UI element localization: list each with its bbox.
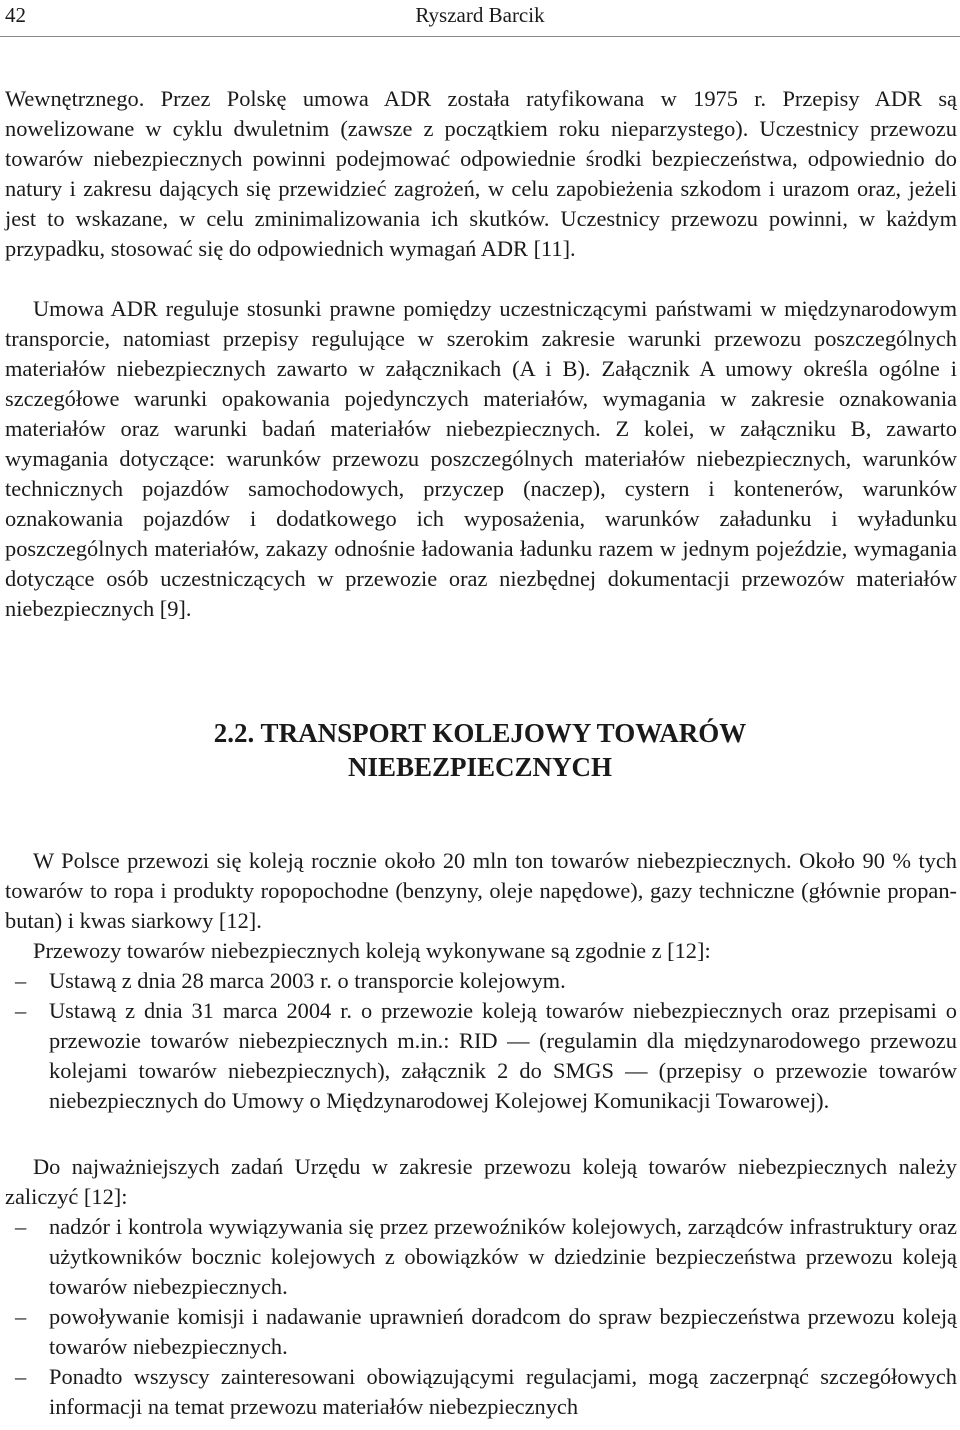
section-heading [0,716,960,784]
list-item-text: Ustawą z dnia 28 marca 2003 r. o transporcie kolejowym. [49,968,566,993]
list-item [5,1212,957,1302]
list-dash: – [15,1364,27,1389]
paragraph-office-tasks-intro: Do najważniejszych zadań Urzędu w zakresie przewozu koleją towarów niebezpiecznych należy zaliczyć [12]: [5,1154,957,1209]
paragraph-rail-regulations-intro: Przewozy towarów niebezpiecznych koleją wykonywane są zgodnie z [12]: [33,938,711,963]
list-item [5,966,957,996]
paragraph-adr-annexes: Umowa ADR reguluje stosunki prawne pomiędzy uczestniczącymi państwami w międzynarodowym transporcie, natomiast przepisy regulujące w szerokim zakresie warunki przewozu poszczególnych materiałów niebezpiecznych zawarto w załącznikach (A i B). Załącznik A umowy określa ogólne i szczegółowe warunki opakowania pojedynczych materiałów, wymagania w zakresie oznakowania materiałów oraz warunki badań materiałów niebezpiecznych. Z kolei, w załączniku B, zawarto wymagania dotyczące: warunków przewozu poszczególnych materiałów niebezpiecznych, warunków technicznych pojazdów samochodowych, przyczep (naczep), cystern i kontenerów, warunków oznakowania pojazdów i dodatkowego ich wyposażenia, warunków załadunku i wyładunku poszczególnych materiałów, zakazy odnośnie ładowania ładunku razem w jednym pojeździe, wymagania dotyczące osób uczestniczących w przewozie oraz niezbędnej dokumentacji przewozów materiałów niebezpiecznych [9]. [5,296,957,621]
office-tasks-list [5,1212,957,1422]
list-dash: – [15,1304,27,1329]
list-dash: – [15,1214,27,1239]
list-item [5,1362,957,1422]
header-rule [0,36,960,37]
section-heading-line-1: 2.2. TRANSPORT KOLEJOWY TOWARÓW [213,718,747,748]
list-item [5,1302,957,1362]
running-head: Ryszard Barcik [415,3,545,27]
list-dash: – [15,968,27,993]
paragraph-adr-ratification: Wewnętrznego. Przez Polskę umowa ADR została ratyfikowana w 1975 r. Przepisy ADR są nowelizowane w cyklu dwuletnim (zawsze z początkiem roku nieparzystego). Uczestnicy przewozu towarów niebezpiecznych powinni podejmować odpowiednie środki bezpieczeństwa, odpowiednio do natury i zakresu dających się przewidzieć zagrożeń, w celu zapobieżenia szkodom i urazom oraz, jeżeli jest to wskazane, w celu zminimalizowania ich skutków. Uczestnicy przewozu powinni, w każdym przypadku, stosować się do odpowiednich wymagań ADR [11]. [5,86,957,261]
page-header [0,0,960,30]
list-item-text: nadzór i kontrola wywiązywania się przez przewoźników kolejowych, zarządców infrastruktury oraz użytkowników bocznic kolejowych z obowiązków w dziedzinie bezpieczeństwa przewozu koleją towarów niebezpiecznych. [49,1214,957,1299]
list-item-text: powoływanie komisji i nadawanie uprawnień doradcom do spraw bezpieczeństwa przewozu koleją towarów niebezpiecznych. [49,1304,957,1359]
list-item [5,996,957,1116]
regulations-list [5,966,957,1116]
paragraph-rail-volume: W Polsce przewozi się koleją rocznie około 20 mln ton towarów niebezpiecznych. Około 90 % tych towarów to ropa i produkty ropopochodne (benzyny, oleje napędowe), gazy techniczne (głównie propan-butan) i kwas siarkowy [12]. [5,848,957,933]
list-item-text: Ponadto wszyscy zainteresowani obowiązującymi regulacjami, mogą zaczerpnąć szczegółowych informacji na temat przewozu materiałów niebezpiecznych [49,1364,957,1419]
section-heading-line-2: NIEBEZPIECZNYCH [347,752,613,782]
list-dash: – [15,998,27,1023]
list-item-text: Ustawą z dnia 31 marca 2004 r. o przewozie koleją towarów niebezpiecznych oraz przepisami o przewozie towarów niebezpiecznych m.in.: RID — (regulamin dla międzynarodowego przewozu kolejami towarów niebezpiecznych), załącznik 2 do SMGS — (przepisy o przewozie towarów niebezpiecznych do Umowy o Międzynarodowej Kolejowej Komunikacji Towarowej). [49,998,957,1113]
page-number: 42 [5,3,26,27]
